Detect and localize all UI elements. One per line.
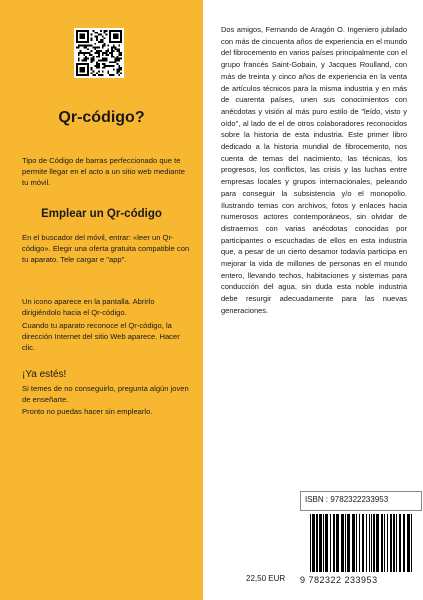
left-panel [0, 0, 203, 600]
ya-estes-heading: ¡Ya estés! [22, 369, 67, 380]
barcode-graphic [300, 512, 420, 574]
page-title: Qr-código? [58, 109, 145, 126]
price-label: 22,50 EUR [246, 574, 286, 583]
barcode-digits: 9 782322 233953 [300, 575, 378, 585]
tip-2-paragraph: Pronto no puedas hacer sin emplearlo. [22, 407, 153, 416]
isbn-label: ISBN : 9782322233953 [305, 495, 389, 504]
barcode-icon [300, 512, 420, 576]
intro-paragraph: Tipo de Código de barras perfeccionado que te permite llegar en el acto a un sitio web mediante tu móvil. [22, 156, 185, 188]
description-text: Dos amigos, Fernando de Aragón O. Ingeniero jubilado con más de cincuenta años de experiencia en el mundo del fibrocemento en varios países principalmente con el grupo francés Saint-Gobain, y Jacques Roulland, con más de treinta y cinco años de experiencia en la venta de artículos técnicos para la misma industria y en más de cuarenta países, unen sus conocimientos con anécdotas y visión al más puro estilo de "leído, visto y oído", al lado de el de otros colaboradores reconocidos sobre la historia de esta industria. Este primer libro dedicado a la historia mundial de fibrocemento, nos cuenta de temas del nacimiento, las técnicas, los progresos, los conflictos, las crisis y las luchas entre empresas locales y grupos internacionales, peleando para conseguir la subsistencia y/o el monopolio. Ilustrando temas con archivos, fotos y enlaces hacia numerosos actores contemporáneos, sin olvidar de distraernos con varias anécdotas conocidas por participantes o escuchadas de ellos en esta industria que, a pesar de un cierto desamor todavía participa en mejorar la vida de millones de personas en el mundo entero, llevando techos, habitaciones y sistemas para conducción del agua, sin duda esta noble industria debe resurgir adecuadamente para las nuevas generaciones. [221, 25, 407, 315]
qr-code-graphic [76, 30, 122, 76]
step-2-paragraph: Un icono aparece en la pantalla. Abrirlo dirigiéndolo hacia el Qr-código. [22, 297, 155, 318]
step-3-paragraph: Cuando tu aparato reconoce el Qr-código, la dirección Internet del sitio Web aparece. Hacer clic. [22, 321, 180, 353]
qr-code-icon [74, 28, 124, 78]
isbn-box [300, 491, 422, 511]
tip-1-paragraph: Si temes de no conseguirlo, pregunta algún joven de enseñarte. [22, 384, 189, 405]
section-heading: Emplear un Qr-código [41, 208, 162, 220]
step-1-paragraph: En el buscador del móvil, entrar: «leer un Qr-código». Elegir una oferta gratuita compatible con tu aparato. Tele cargar e "app". [22, 233, 190, 265]
